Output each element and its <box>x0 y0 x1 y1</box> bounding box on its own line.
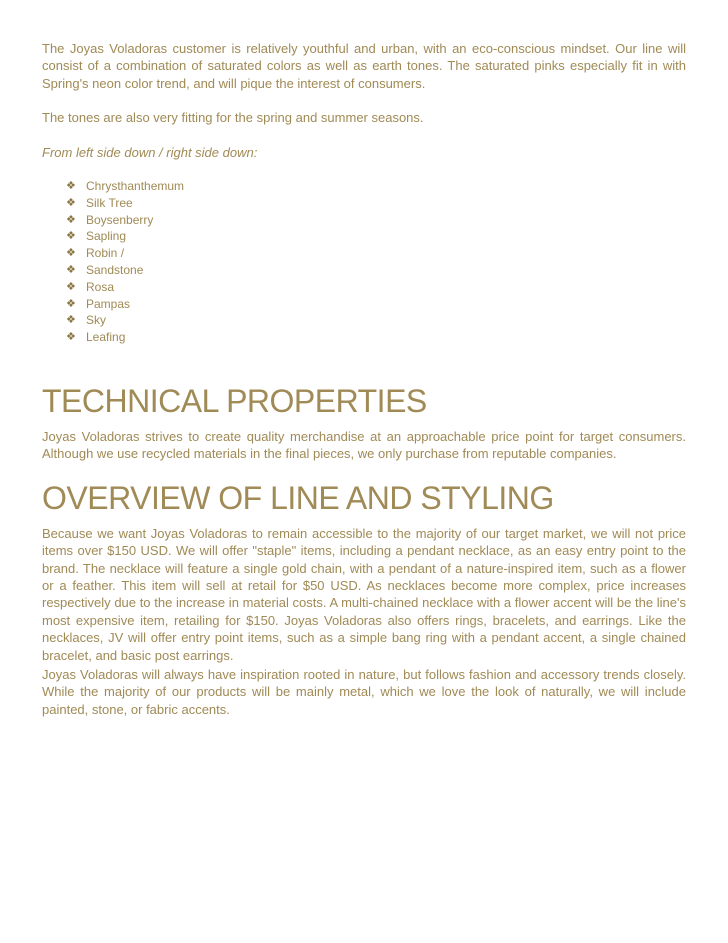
list-item <box>66 195 686 212</box>
color-name: Sky <box>86 313 107 328</box>
diamond-bullet-icon: ❖ <box>66 196 76 209</box>
list-item <box>66 178 686 195</box>
diamond-bullet-icon: ❖ <box>66 264 76 277</box>
color-name: Silk Tree <box>86 195 133 210</box>
diamond-bullet-icon: ❖ <box>66 280 76 293</box>
color-name: Robin / <box>86 246 125 261</box>
color-name: Pampas <box>86 296 131 311</box>
color-name: Chrysthanthemum <box>86 179 185 194</box>
list-item <box>66 245 686 262</box>
list-item <box>66 312 686 329</box>
diamond-bullet-icon: ❖ <box>66 247 76 260</box>
diamond-bullet-icon: ❖ <box>66 331 76 344</box>
list-item <box>66 262 686 279</box>
color-name: Leafing <box>86 330 126 345</box>
color-name: Boysenberry <box>86 212 154 227</box>
diamond-bullet-icon: ❖ <box>66 297 76 310</box>
color-list <box>42 178 686 346</box>
overview-paragraph-2: Joyas Voladoras will always have inspiration rooted in nature, but follows fashion and accessory trends closely. While the majority of our products will be mainly metal, which we love the look of naturally, we will include painted, stone, or fabric accents. <box>42 667 686 717</box>
technical-properties-paragraph: Joyas Voladoras strives to create quality merchandise at an approachable price point for target consumers. Although we use recycled materials in the final pieces, we only purchase from reputable companies. <box>42 429 686 462</box>
list-item <box>66 228 686 245</box>
diamond-bullet-icon: ❖ <box>66 180 76 193</box>
diamond-bullet-icon: ❖ <box>66 314 76 327</box>
list-item <box>66 329 686 346</box>
technical-properties-heading: TECHNICAL PROPERTIES <box>42 383 427 419</box>
color-name: Sandstone <box>86 263 144 278</box>
tones-paragraph: The tones are also very fitting for the spring and summer seasons. <box>42 110 424 126</box>
intro-paragraph: The Joyas Voladoras customer is relatively youthful and urban, with an eco-conscious mindset. Our line will consist of a combination of saturated colors as well as earth tones. The saturated pinks especially fit in with Spring's neon color trend, and will pique the interest of consumers. <box>42 41 686 91</box>
list-item <box>66 296 686 313</box>
color-name: Rosa <box>86 279 115 294</box>
color-list-caption: From left side down / right side down: <box>42 144 258 160</box>
overview-heading: OVERVIEW OF LINE AND STYLING <box>42 479 554 516</box>
document-page <box>42 40 686 718</box>
list-item <box>66 279 686 296</box>
overview-paragraph-1: Because we want Joyas Voladoras to remain accessible to the majority of our target market, we will not price items over $150 USD. We will offer "staple" items, including a pendant necklace, as an easy entry point to the brand. The necklace will feature a single gold chain, with a pendant of a nature-inspired item, such as a flower or a feather. This item will sell at retail for $50 USD. As necklaces become more complex, price increases respectively due to the increase in material costs. A multi-chained necklace with a flower accent will be the line's most expensive item, retailing for $150. Joyas Voladoras also offers rings, bracelets, and earrings. Like the necklaces, JV will offer entry point items, such as a simple bang ring with a pendant accent, a single chained bracelet, and basic post earrings. <box>42 525 686 663</box>
diamond-bullet-icon: ❖ <box>66 230 76 243</box>
diamond-bullet-icon: ❖ <box>66 213 76 226</box>
list-item <box>66 212 686 229</box>
color-name: Sapling <box>86 229 127 244</box>
